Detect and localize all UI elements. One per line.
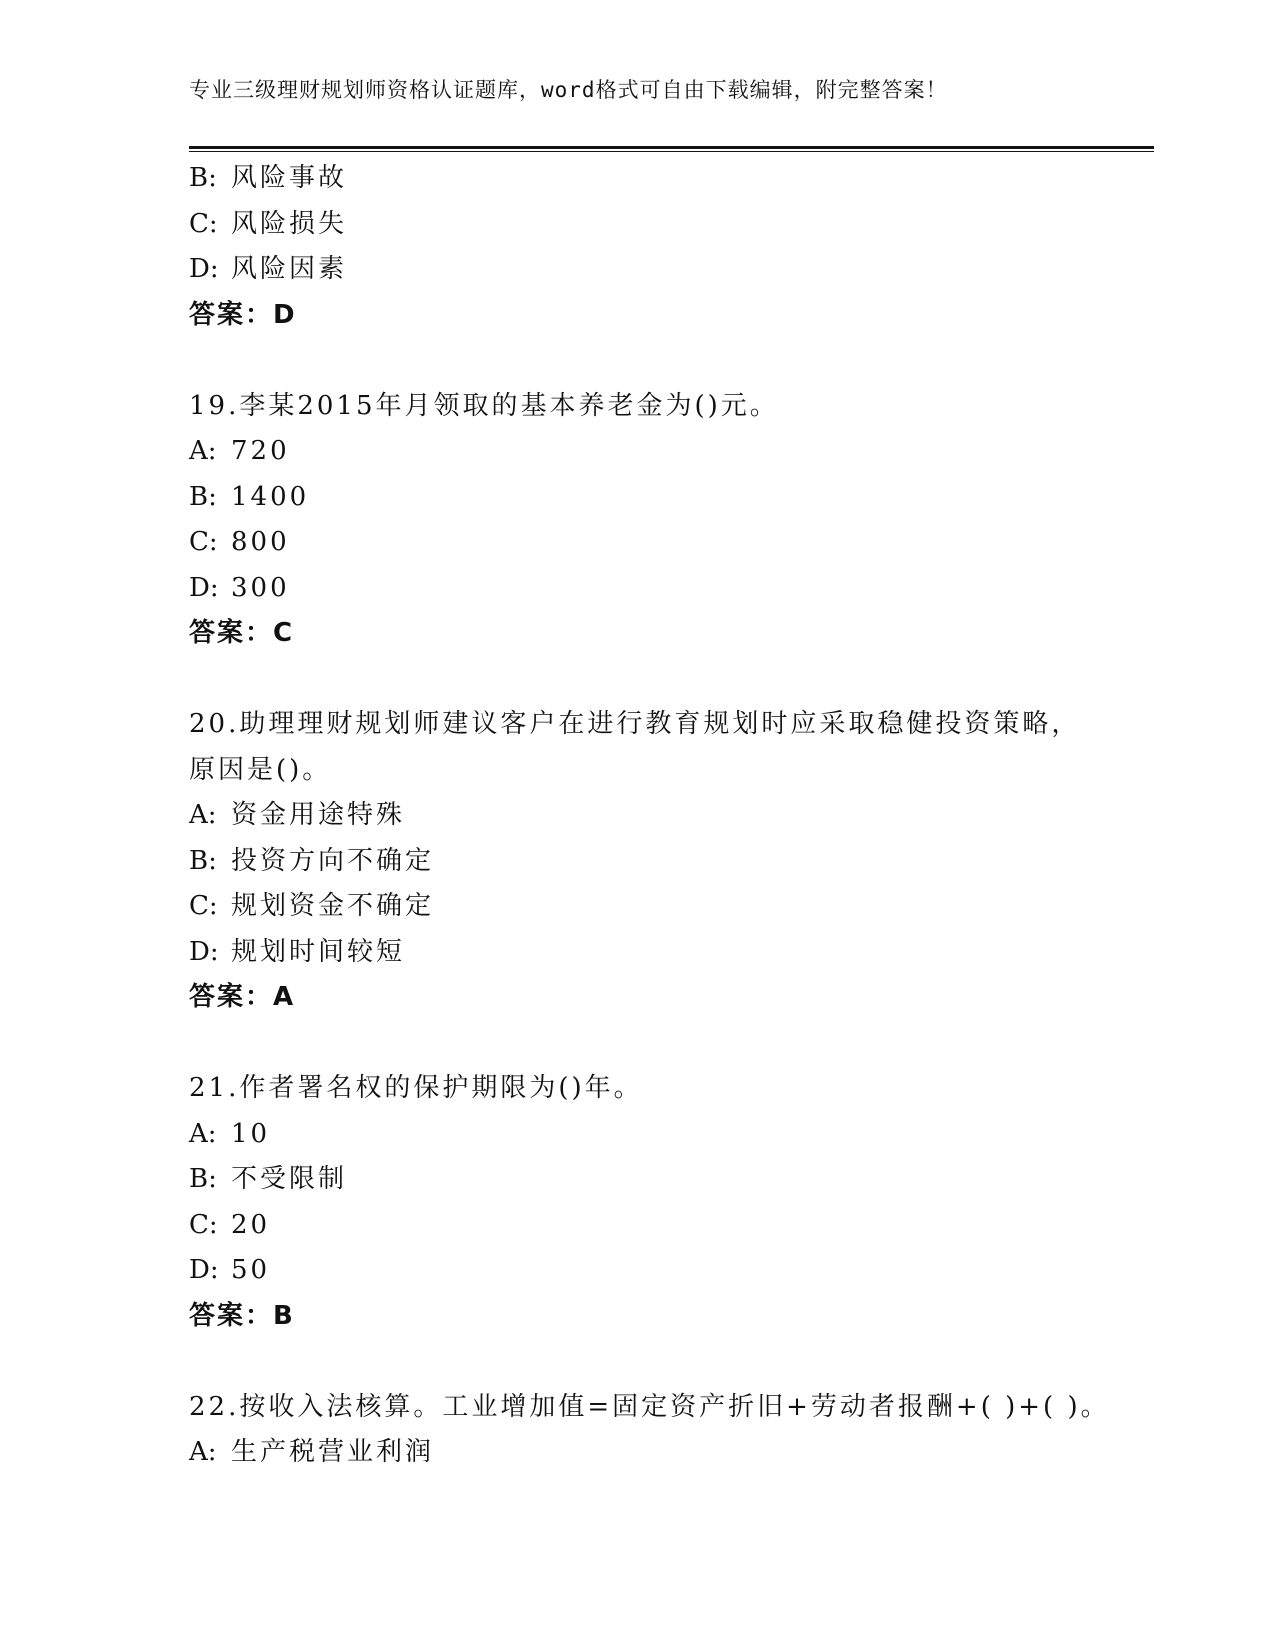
- answer-line: 答案：D: [189, 299, 297, 330]
- option-c: C: 20: [189, 1209, 271, 1240]
- option-d: D: 规划时间较短: [189, 936, 406, 967]
- question-stem-continued: 原因是()。: [189, 754, 332, 785]
- answer-line: 答案：A: [189, 982, 296, 1012]
- header-rule-thin: [189, 151, 1154, 152]
- option-a: A: 生产税营业利润: [189, 1437, 435, 1467]
- option-a: A: 720: [189, 436, 290, 466]
- option-b: B: 1400: [189, 481, 310, 512]
- option-c: C: 800: [189, 527, 290, 557]
- option-c: C: 规划资金不确定: [189, 891, 435, 921]
- page-header: 专业三级理财规划师资格认证题库，word格式可自由下载编辑，附完整答案！: [189, 78, 948, 102]
- question-stem: 22.按收入法核算。工业增加值=固定资产折旧+劳动者报酬+( )+( )。: [189, 1391, 1110, 1422]
- option-d: D: 风险因素: [189, 254, 348, 284]
- option-a: A: 资金用途特殊: [189, 800, 406, 830]
- answer-line: 答案：C: [189, 618, 295, 648]
- option-d: D: 300: [189, 572, 290, 603]
- question-stem: 20.助理理财规划师建议客户在进行教育规划时应采取稳健投资策略，: [189, 709, 1081, 739]
- answer-line: 答案：B: [189, 1300, 295, 1331]
- option-b: B: 不受限制: [189, 1164, 348, 1194]
- option-a: A: 10: [189, 1118, 271, 1149]
- option-b: B: 风险事故: [189, 163, 348, 193]
- question-stem: 21.作者署名权的保护期限为()年。: [189, 1073, 643, 1103]
- option-b: B: 投资方向不确定: [189, 845, 435, 876]
- question-stem: 19.李某2015年月领取的基本养老金为()元。: [189, 390, 779, 421]
- question-content: [189, 156, 1149, 1476]
- header-rule-thick: [189, 146, 1154, 149]
- option-c: C: 风险损失: [189, 208, 348, 239]
- option-d: D: 50: [189, 1255, 271, 1285]
